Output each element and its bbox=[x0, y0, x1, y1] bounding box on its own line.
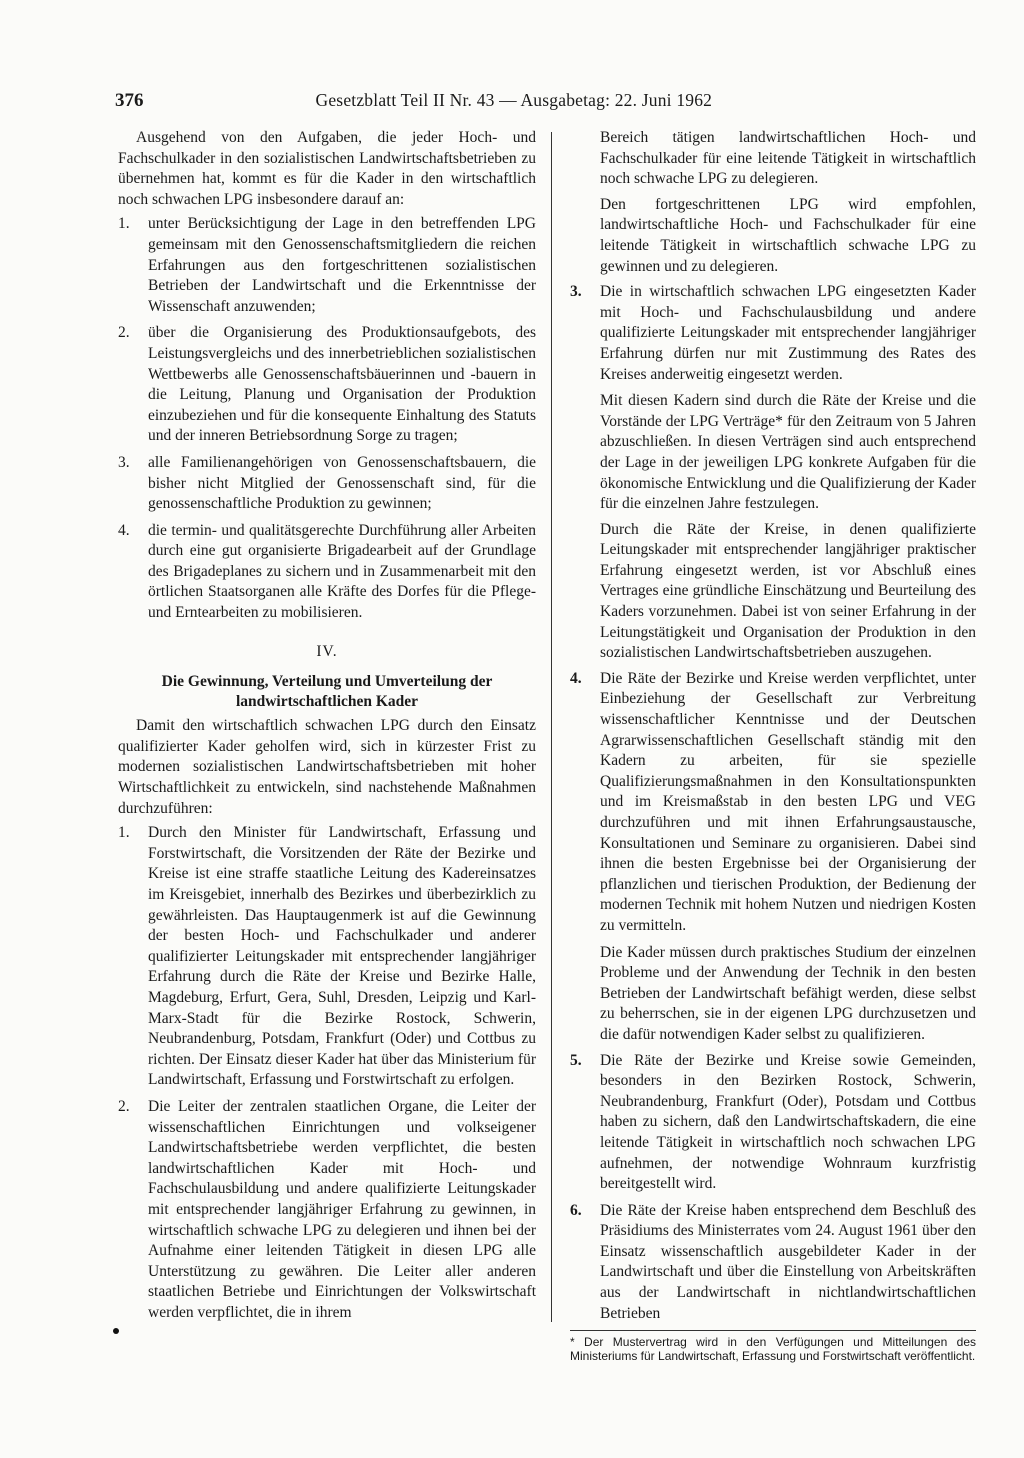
list-item bbox=[570, 282, 976, 385]
item-paragraph: Die Kader müssen durch praktisches Studium der einzelnen Probleme und der Anwendung der Technik in den besten Betrieben der Landwirtschaft befähigt werden, diese selbst zu beherrschen, sie in der eigenen LPG durchzusetzen und die dafür notwendigen Kader selbst zu qualifizieren. bbox=[600, 943, 976, 1043]
item-text: Die in wirtschaftlich schwachen LPG eingesetzten Kader mit Hoch- und Fachschulausbildung und andere qualifizierte Leitungskader mit entsprechender langjähriger Erfahrung dürfen nur mit Zustimmung des Rates des Kreises anderweitig eingesetzt werden. bbox=[600, 283, 976, 383]
item-number: 4. bbox=[570, 669, 582, 687]
item-number: 5. bbox=[570, 1051, 582, 1069]
continuation-paragraph: Bereich tätigen landwirtschaftlichen Hoch- und Fachschulkader für eine leitende Tätigkeit in wirtschaftlich noch schwache LPG zu delegieren. bbox=[600, 129, 976, 188]
list-item bbox=[118, 214, 536, 317]
list-item bbox=[118, 323, 536, 447]
item-number: 3. bbox=[570, 283, 582, 301]
item-number: 3. bbox=[118, 453, 130, 471]
section-intro: Damit den wirtschaftlich schwachen LPG durch den Einsatz qualifizierter Kader geholfen wird, sich in kürzester Frist zu modernen sozialistischen Landwirtschaftsbetrieben mit hoher Wirtschaftlichkeit zu entwickeln, sind nachstehende Maßnahmen durchzuführen: bbox=[118, 717, 536, 817]
list-item bbox=[118, 521, 536, 624]
item-text: Die Leiter der zentralen staatlichen Organe, die Leiter der wissenschaftlichen Einrichtungen und volkseigener Landwirtschaftsbetriebe werden verpflichtet, die besten landwirtschaftlichen Kader mit Hoch- und Fachschulausbildung und andere qualifizierte Leitungskader mit entsprechender langjähriger Erfahrung zu gewinnen, in wirtschaftlich schwache LPG zu delegieren und ihnen bei der Aufnahme einer leitenden Tätigkeit in diesen LPG alle Unterstützung zu gewähren. Die Leiter aller anderen staatlichen Betriebe und Einrichtungen der Volkswirtschaft werden verpflichtet, die in ihrem bbox=[148, 1097, 536, 1321]
intro-paragraph: Ausgehend von den Aufgaben, die jeder Hoch- und Fachschulkader in den sozialistischen Landwirtschaftsbetrieben zu übernehmen hat, kommt es für die Kader in den wirtschaftlich noch schwachen LPG insbesondere darauf an: bbox=[118, 129, 536, 208]
list-item bbox=[570, 669, 976, 937]
item-text: alle Familienangehörigen von Genossenschaftsbauern, die bisher nicht Mitglied der Genossenschaft sind, für die genossenschaftliche Produktion zu gewinnen; bbox=[148, 453, 536, 513]
item-text: Die Räte der Bezirke und Kreise sowie Gemeinden, besonders in den Bezirken Rostock, Schwerin, Neubrandenburg, Frankfurt (Oder), Potsdam und Cottbus haben zu sichern, daß den Landwirtschaftskadern, die eine leitende Tätigkeit in wirtschaftlich noch schwachen LPG aufnehmen, der notwendige Wohnraum kurzfristig bereitgestellt wird. bbox=[600, 1051, 976, 1193]
section-title-line: Die Gewinnung, Verteilung und Umverteilung der bbox=[161, 673, 493, 691]
section-number: IV. bbox=[316, 642, 338, 660]
item-number: 6. bbox=[570, 1201, 582, 1219]
list-item bbox=[118, 823, 536, 1091]
left-column bbox=[118, 128, 536, 1329]
page-header bbox=[115, 90, 765, 112]
item-text: die termin- und qualitätsgerechte Durchführung aller Arbeiten durch eine gut organisierte Brigadearbeit auf der Grundlage des Brigadeplanes zu sichern und in Zusammenarbeit mit den örtlichen Staatsorganen alle Kräfte des Dorfes für die Pflege- und Erntearbeiten zu mobilisieren. bbox=[148, 521, 536, 622]
list-item bbox=[570, 1201, 976, 1325]
item-paragraph: Mit diesen Kadern sind durch die Räte der Kreise und die Vorstände der LPG Verträge* für den Zeitraum von 5 Jahren abzuschließen. In diesen Verträgen sind auch entsprechend der Lage in der jeweiligen LPG konkrete Aufgaben für die ökonomische Entwicklung und die Qualifizierung der Kader für die einzelnen Jahre festzulegen. bbox=[600, 392, 976, 513]
column-divider bbox=[551, 132, 552, 1322]
item-text: unter Berücksichtigung der Lage in den betreffenden LPG gemeinsam mit den Genossenschaftsmitgliedern die reichen Erfahrungen aus den fortgeschrittenen sozialistischen Betrieben der Landwirtschaft und die Erkenntnisse der Wissenschaft anzuwenden; bbox=[148, 215, 536, 315]
continuation-paragraph: Den fortgeschrittenen LPG wird empfohlen, landwirtschaftliche Hoch- und Fachschulkader für eine leitende Tätigkeit in wirtschaftlich schwache LPG zu gewinnen und zu delegieren. bbox=[600, 195, 976, 275]
list-item bbox=[118, 1097, 536, 1324]
item-text: über die Organisierung des Produktionsaufgebots, des Leistungsvergleichs und des innerbetrieblichen sozialistischen Wettbewerbs alle Genossenschaftsbäuerinnen und -bauern in die Leitung, Planung und Organisation der Produktion einzubeziehen und für die konsequente Einhaltung des Statuts und der inneren Betriebsordnung Sorge zu tragen; bbox=[148, 324, 536, 445]
item-text: Die Räte der Bezirke und Kreise werden verpflichtet, unter Einbeziehung der Gesellschaft zur Verbreitung wissenschaftlicher Kenntnisse und der Deutschen Agrarwissenschaftlichen Gesellschaft ständig mit den Kadern zu arbeiten, für sie spezielle Qualifizierungsmaßnahmen in den Konsultationspunkten und im Kreismaßstab in den besten LPG und VEG durchzuführen und mit ihnen Erfahrungsaustausche, Konsultationen und Seminare zu organisieren. Dabei sind ihnen die besten Ergebnisse bei der Organisierung der pflanzlichen und tierischen Produktion, der Bedienung der modernen Technik mit hohem Nutzen und niedrigen Kosten zu vermitteln. bbox=[600, 669, 976, 934]
list-item bbox=[570, 1051, 976, 1195]
item-paragraph: Durch die Räte der Kreise, in denen qualifizierte Leitungskader mit entsprechender langjähriger praktischer Erfahrung eingesetzt werden, ist vor Abschluß eines Vertrages eine gründliche Einschätzung und Beurteilung des Kaders vorzunehmen. Dabei ist von seiner Erfahrung in der Leitungstätigkeit und Organisation der Produktion in den sozialistischen Landwirtschaftsbetrieben auszugehen. bbox=[600, 520, 976, 662]
section-title-line: landwirtschaftlichen Kader bbox=[235, 693, 419, 711]
item-number: 1. bbox=[118, 824, 130, 842]
footnote: * Der Mustervertrag wird in den Verfügungen und Mitteilungen des Ministeriums für Landwirtschaft, Erfassung und Forstwirtschaft veröffentlicht. bbox=[570, 1330, 976, 1363]
header-title: Gesetzblatt Teil II Nr. 43 — Ausgabetag: 22. Juni 1962 bbox=[315, 90, 713, 110]
section-title bbox=[118, 672, 536, 712]
item-number: 1. bbox=[118, 215, 130, 233]
item-number: 4. bbox=[118, 521, 130, 539]
item-number: 2. bbox=[118, 324, 130, 342]
margin-dot bbox=[113, 1328, 119, 1334]
page-number: 376 bbox=[115, 90, 144, 111]
item-text: Durch den Minister für Landwirtschaft, Erfassung und Forstwirtschaft, die Vorsitzenden der Räte der Bezirke und Kreise ist eine straffe staatliche Leitung des Kadereinsatzes im Kreisgebiet, innerhalb des Bezirkes und überbezirklich zu gewährleisten. Das Hauptaugenmerk ist auf die Gewinnung der besten Hoch- und Fachschulkader und anderer qualifizierter Leitungskader mit entsprechender langjähriger Erfahrung durch die Räte der Kreise und Bezirke Halle, Magdeburg, Erfurt, Gera, Suhl, Dresden, Leipzig und Karl-Marx-Stadt für die Bezirke Rostock, Schwerin, Neubrandenburg, Potsdam, Frankfurt (Oder) und Cottbus zu richten. Der Einsatz dieser Kader hat über das Ministerium für Landwirtschaft, Erfassung und Forstwirtschaft zu erfolgen. bbox=[148, 824, 536, 1089]
item-number: 2. bbox=[118, 1097, 130, 1115]
right-column bbox=[570, 128, 976, 1363]
item-text: Die Räte der Kreise haben entsprechend dem Beschluß des Präsidiums des Ministerrates vom 24. August 1961 über den Einsatz wissenschaftlich ausgebildeter Kader in der Landwirtschaft und über die Einstellung von Arbeitskräften aus der Landwirtschaft in nichtlandwirtschaftlichen Betrieben bbox=[600, 1201, 976, 1322]
list-item bbox=[118, 453, 536, 515]
